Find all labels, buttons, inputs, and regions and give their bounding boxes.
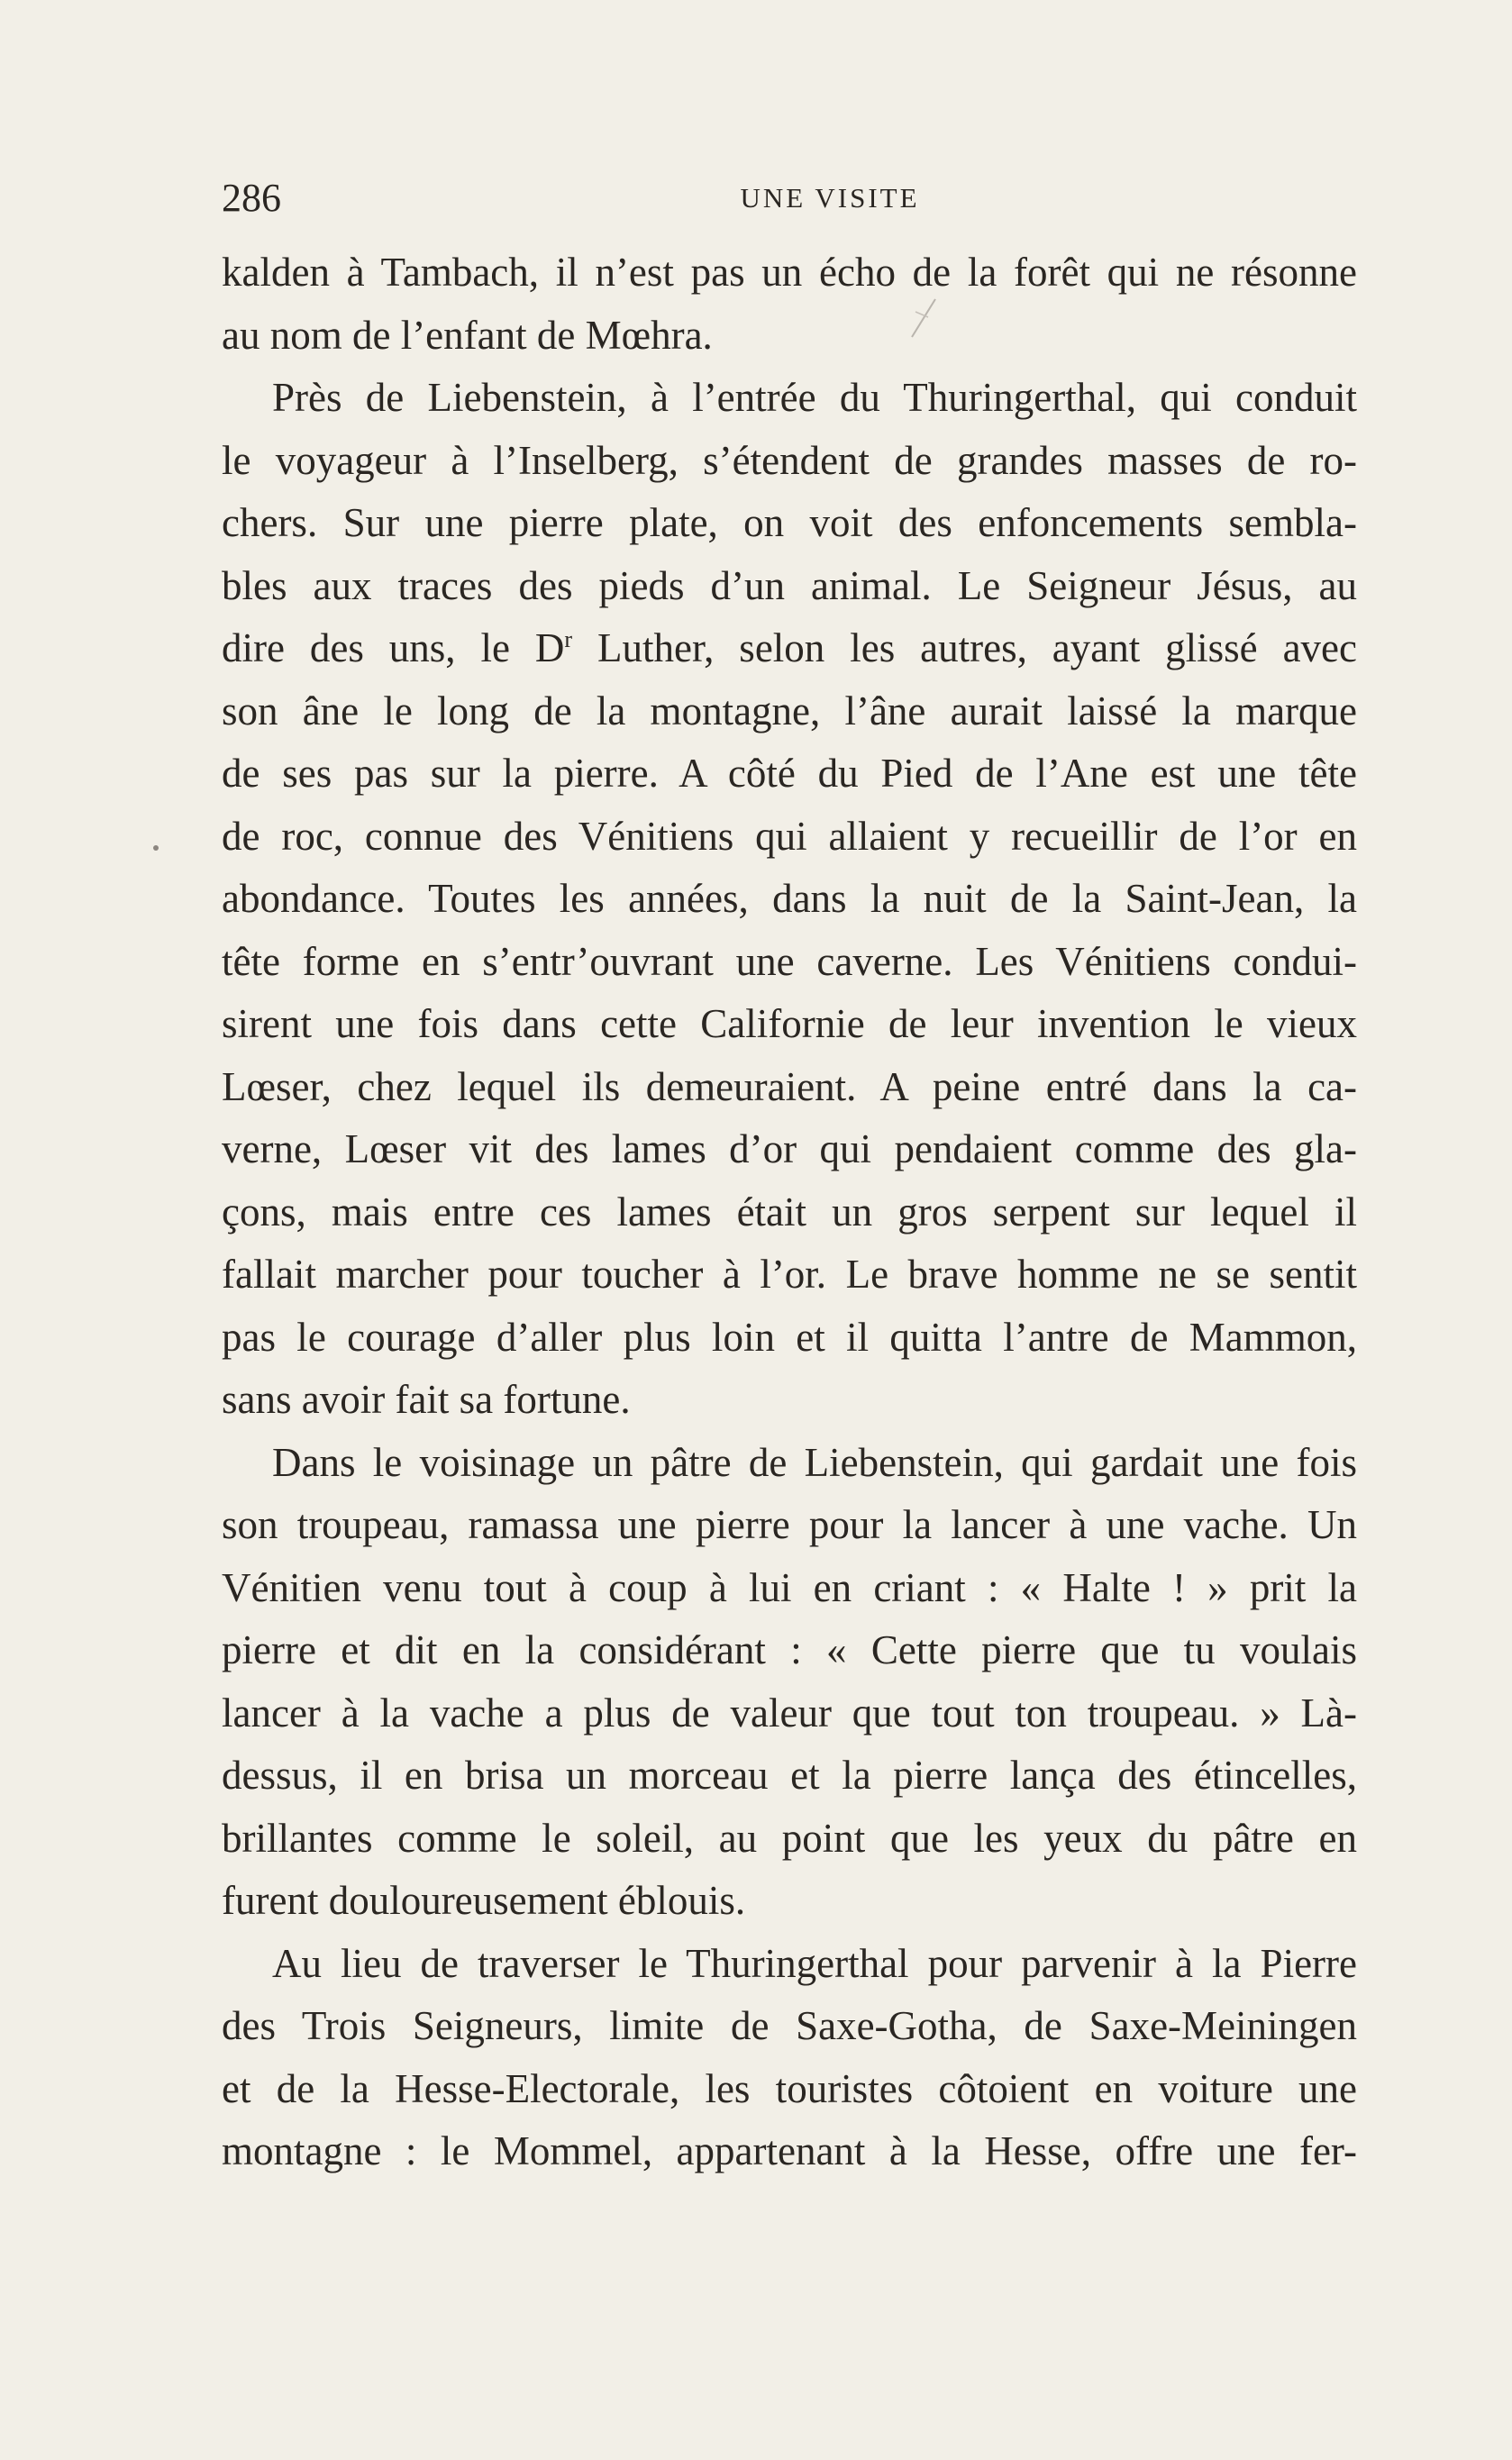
- text-line: Lœser, chez lequel ils demeuraient. A peine entré dans la ca-: [222, 1063, 1357, 1109]
- text-line: le voyageur à l’Inselberg, s’étendent de grandes masses de ro-: [222, 437, 1357, 483]
- text-line: pierre et dit en la considérant : « Cette pierre que tu voulais: [222, 1627, 1357, 1672]
- text-line: dire des uns, le $D^r$ Luther, selon les autres, ayant glissé avec: [222, 625, 1357, 670]
- page-header: [222, 171, 1357, 225]
- text-line: kalden à Tambach, il n’est pas un écho de la forêt qui ne résonne: [222, 250, 1357, 295]
- text-line: Au lieu de traverser le Thuringerthal pour parvenir à la Pierre: [272, 1940, 1357, 1986]
- margin-dot: [153, 845, 159, 851]
- running-title: UNE VISITE: [740, 182, 920, 214]
- text-line: son âne le long de la montagne, l’âne aurait laissé la marque: [222, 688, 1357, 733]
- text-line: dessus, il en brisa un morceau et la pierre lança des étincelles,: [222, 1753, 1357, 1798]
- text-line: et de la Hesse-Electorale, les touristes côtoient en voiture une: [222, 2065, 1357, 2111]
- text-line: tête forme en s’entr’ouvrant une caverne. Les Vénitiens condui-: [222, 938, 1357, 984]
- text-line: brillantes comme le soleil, au point que les yeux du pâtre en: [222, 1815, 1357, 1861]
- text-line: furent douloureusement éblouis.: [222, 1878, 746, 1923]
- text-line: Dans le voisinage un pâtre de Liebenstein, qui gardait une fois: [272, 1439, 1357, 1485]
- text-line: de roc, connue des Vénitiens qui allaient y recueillir de l’or en: [222, 813, 1357, 859]
- text-line: son troupeau, ramassa une pierre pour la lancer à une vache. Un: [222, 1502, 1357, 1547]
- text-line: bles aux traces des pieds d’un animal. Le Seigneur Jésus, au: [222, 562, 1357, 608]
- text-line: abondance. Toutes les années, dans la nuit de la Saint-Jean, la: [222, 876, 1357, 921]
- text-line: Vénitien venu tout à coup à lui en criant : « Halte ! » prit la: [222, 1564, 1357, 1610]
- text-line: Près de Liebenstein, à l’entrée du Thuringerthal, qui conduit: [272, 375, 1357, 420]
- text-line: des Trois Seigneurs, limite de Saxe-Gotha, de Saxe-Meiningen: [222, 2003, 1357, 2048]
- text-line: çons, mais entre ces lames était un gros serpent sur lequel il: [222, 1189, 1357, 1235]
- text-line: fallait marcher pour toucher à l’or. Le brave homme ne se sentit: [222, 1252, 1357, 1297]
- page-number: 286: [222, 176, 281, 220]
- text-line: chers. Sur une pierre plate, on voit des enfoncements sembla-: [222, 500, 1357, 545]
- text-line: pas le courage d’aller plus loin et il quitta l’antre de Mammon,: [222, 1314, 1357, 1360]
- text-line: montagne : le Mommel, appartenant à la Hesse, offre une fer-: [222, 2128, 1357, 2173]
- text-line: de ses pas sur la pierre. A côté du Pied de l’Ane est une tête: [222, 751, 1357, 796]
- body-text: [222, 241, 1357, 2183]
- text-line: sirent une fois dans cette Californie de leur invention le vieux: [222, 1001, 1357, 1046]
- text-line: verne, Lœser vit des lames d’or qui pendaient comme des gla-: [222, 1126, 1357, 1171]
- text-line: sans avoir fait sa fortune.: [222, 1377, 631, 1422]
- text-line: lancer à la vache a plus de valeur que tout ton troupeau. » Là-: [222, 1690, 1357, 1736]
- text-line: au nom de l’enfant de Mœhra.: [222, 312, 713, 358]
